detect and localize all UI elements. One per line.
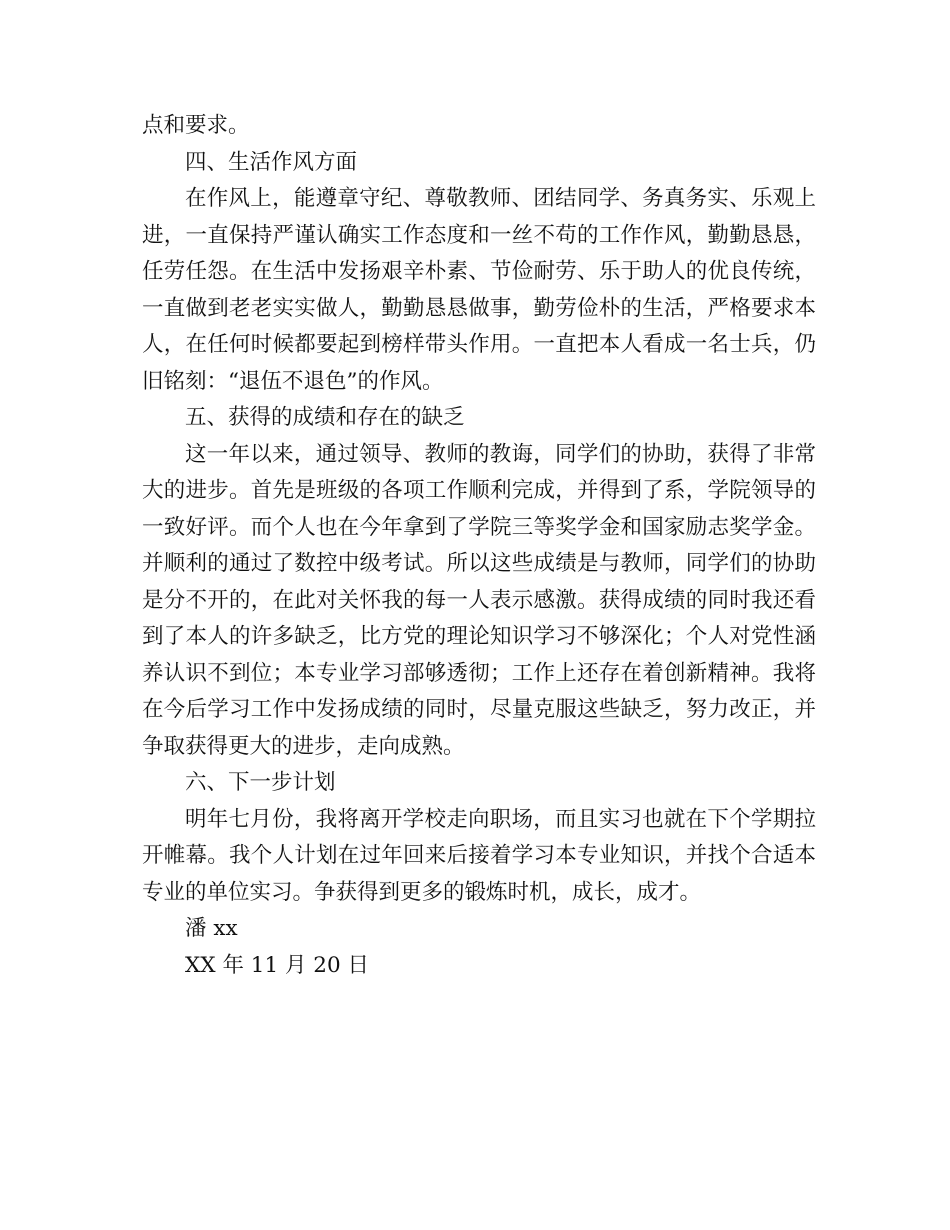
document-body bbox=[142, 108, 816, 984]
section-heading-next-plan: 六、下一步计划 bbox=[185, 770, 336, 795]
section-heading-achievements: 五、获得的成绩和存在的缺乏 bbox=[185, 405, 465, 430]
paragraph-achievements: 这一年以来，通过领导、教师的教诲，同学们的协助，获得了非常大的进步。首先是班级的各项工作顺利完成，并得到了系，学院领导的一致好评。而个人也在今年拿到了学院三等奖学金和国家励志奖学金。并顺利的通过了数控中级考试。所以这些成绩是与教师，同学们的协助是分不开的，在此对关怀我的每一人表示感激。获得成绩的同时我还看到了本人的许多缺乏，比方党的理论知识学习不够深化；个人对党性涵养认识不到位；本专业学习部够透彻；工作上还存在着创新精神。我将在今后学习工作中发扬成绩的同时，尽量克服这些缺乏，努力改正，并争取获得更大的进步，走向成熟。 bbox=[142, 441, 816, 759]
paragraph-next-plan: 明年七月份，我将离开学校走向职场，而且实习也就在下个学期拉开帷幕。我个人计划在过年回来后接着学习本专业知识，并找个合适本专业的单位实习。争获得到更多的锻炼时机，成长，成才。 bbox=[142, 806, 816, 905]
signature-name: 潘 xx bbox=[185, 916, 238, 941]
section-heading-lifestyle: 四、生活作风方面 bbox=[185, 149, 358, 175]
signature-date: XX 年 11 月 20 日 bbox=[185, 952, 369, 978]
paragraph-continuation: 点和要求。 bbox=[142, 113, 250, 138]
paragraph-lifestyle: 在作风上，能遵章守纪、尊敬教师、团结同学、务真务实、乐观上进，一直保持严谨认确实工作态度和一丝不苟的工作作风，勤勤恳恳，任劳任怨。在生活中发扬艰辛朴素、节俭耐劳、乐于助人的优良传统，一直做到老老实实做人，勤勤恳恳做事，勤劳俭朴的生活，严格要求本人，在任何时候都要起到榜样带头作用。一直把本人看成一名士兵，仍旧铭刻：“退伍不退色”的作风。 bbox=[142, 186, 816, 394]
